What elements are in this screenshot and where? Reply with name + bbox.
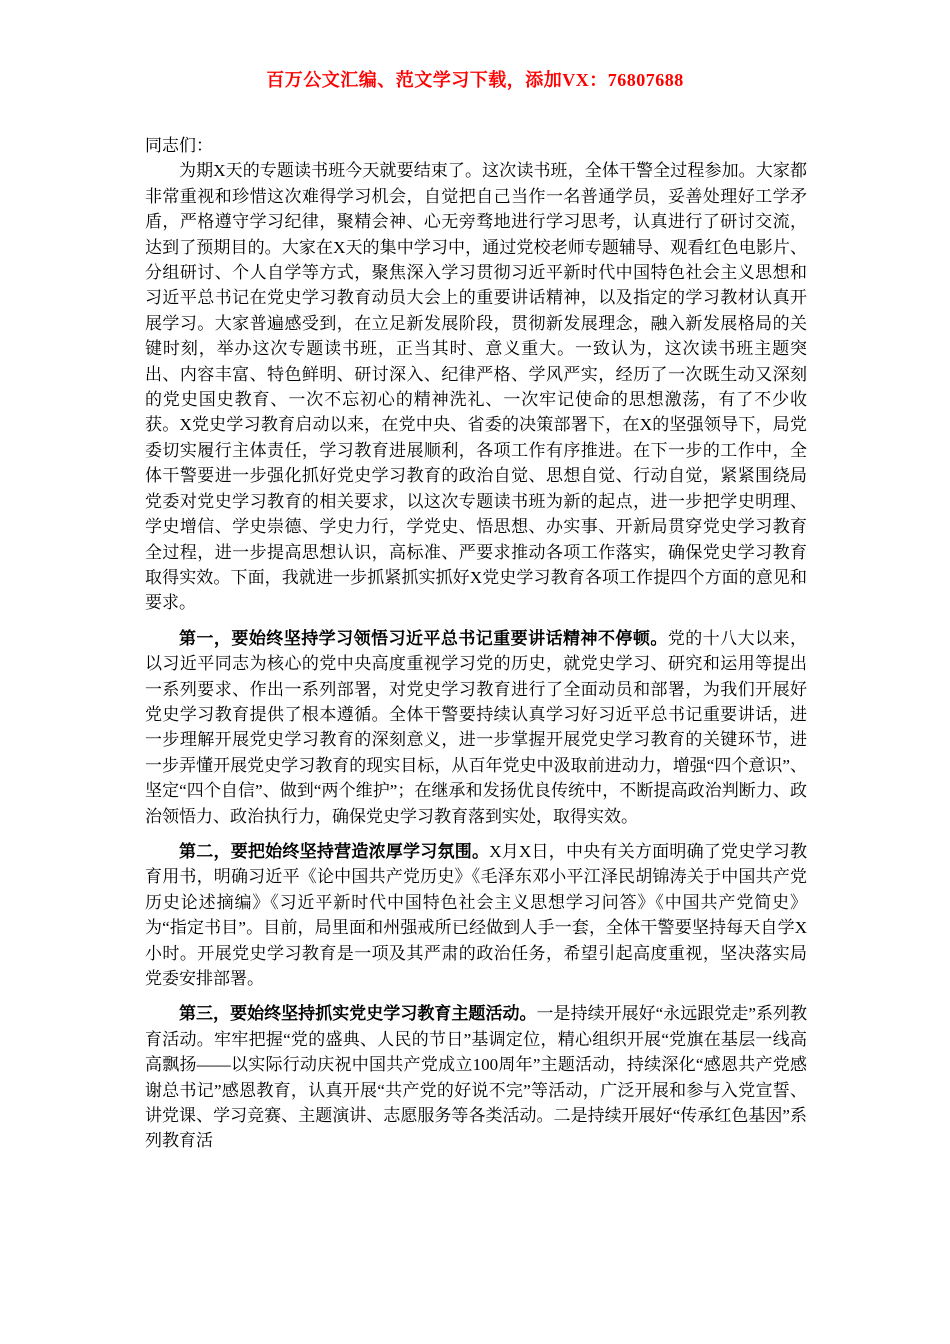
paragraph-lead: 第三，要始终坚持抓实党史学习教育主题活动。 [179, 1004, 537, 1024]
paragraph-second-point [145, 839, 807, 991]
document-body [145, 133, 807, 1154]
paragraph-text: 为期X天的专题读书班今天就要结束了。这次读书班，全体干警全过程参加。大家都非常重视和珍惜这次难得学习机会，自觉把自己当作一名普通学员，妥善处理好工学矛盾，严格遵守学习纪律，聚精会神、心无旁骛地进行学习思考，认真进行了研讨交流，达到了预期目的。大家在X天的集中学习中，通过党校老师专题辅导、观看红色电影片、分组研讨、个人自学等方式，聚焦深入学习贯彻习近平新时代中国特色社会主义思想和习近平总书记在党史学习教育动员大会上的重要讲话精神，以及指定的学习教材认真开展学习。大家普遍感受到，在立足新发展阶段，贯彻新发展理念，融入新发展格局的关键时刻，举办这次专题读书班，正当其时、意义重大。一致认为，这次读书班主题突出、内容丰富、特色鲜明、研讨深入、纪律严格、学风严实，经历了一次既生动又深刻的党史国史教育、一次不忘初心的精神洗礼、一次牢记使命的思想激荡，有了不少收获。X党史学习教育启动以来，在党中央、省委的决策部署下，在X的坚强领导下，局党委切实履行主体责任，学习教育进展顺利，各项工作有序推进。在下一步的工作中，全体干警要进一步强化抓好党史学习教育的政治自觉、思想自觉、行动自觉，紧紧围绕局党委对党史学习教育的相关要求，以这次专题读书班为新的起点，进一步把学史明理、学史增信、学史崇德、学史力行，学党史、悟思想、办实事、开新局贯穿党史学习教育全过程，进一步提高思想认识，高标准、严要求推动各项工作落实，确保党史学习教育取得实效。下面，我就进一步抓紧抓实抓好X党史学习教育各项工作提四个方面的意见和要求。 [145, 161, 807, 613]
paragraph-text: 党的十八大以来，以习近平同志为核心的党中央高度重视学习党的历史，就党史学习、研究和运用等提出一系列要求、作出一系列部署，对党史学习教育进行了全面动员和部署，为我们开展好党史学习教育提供了根本遵循。全体干警要持续认真学习好习近平总书记重要讲话，进一步理解开展党史学习教育的深刻意义，进一步掌握开展党史学习教育的关键环节，进一步弄懂开展党史学习教育的现实目标，从百年党史中汲取前进动力，增强“四个意识”、坚定“四个自信”、做到“两个维护”；在继承和发扬优良传统中，不断提高政治判断力、政治领悟力、政治执行力，确保党史学习教育落到实处，取得实效。 [145, 628, 808, 826]
paragraph-first-point [145, 626, 807, 829]
promo-header-text: 百万公文汇编、范文学习下载，添加VX：76807688 [266, 70, 684, 90]
paragraph-text: X月X日，中央有关方面明确了党史学习教育用书，明确习近平《论中国共产党历史》《毛泽东邓小平江泽民胡锦涛关于中国共产党历史论述摘编》《习近平新时代中国特色社会主义思想学习问答》《中国共产党简史》为“指定书目”。目前，局里面和州强戒所已经做到人手一套，全体干警要坚持每天自学X小时。开展党史学习教育是一项及其严肃的政治任务，希望引起高度重视，坚决落实局党委安排部署。 [145, 841, 807, 988]
paragraph-text: 一是持续开展好“永远跟党走”系列教育活动。牢牢把握“党的盛典、人民的节日”基调定位，精心组织开展“党旗在基层一线高高飘扬——以实际行动庆祝中国共产党成立100周年”主题活动，持续深化“感恩共产党感谢总书记”感恩教育，认真开展“共产党的好说不完”等活动，广泛开展和参与入党宣誓、讲党课、学习竞赛、主题演讲、志愿服务等各类活动。二是持续开展好“传承红色基因”系列教育活 [145, 1004, 807, 1151]
paragraph-intro [145, 158, 807, 615]
paragraph-lead: 第一，要始终坚持学习领悟习近平总书记重要讲话精神不停顿。 [179, 628, 668, 648]
paragraph-third-point [145, 1001, 807, 1153]
paragraph-lead: 第二，要把始终坚持营造浓厚学习氛围。 [179, 841, 490, 861]
salutation: 同志们： [145, 136, 213, 155]
